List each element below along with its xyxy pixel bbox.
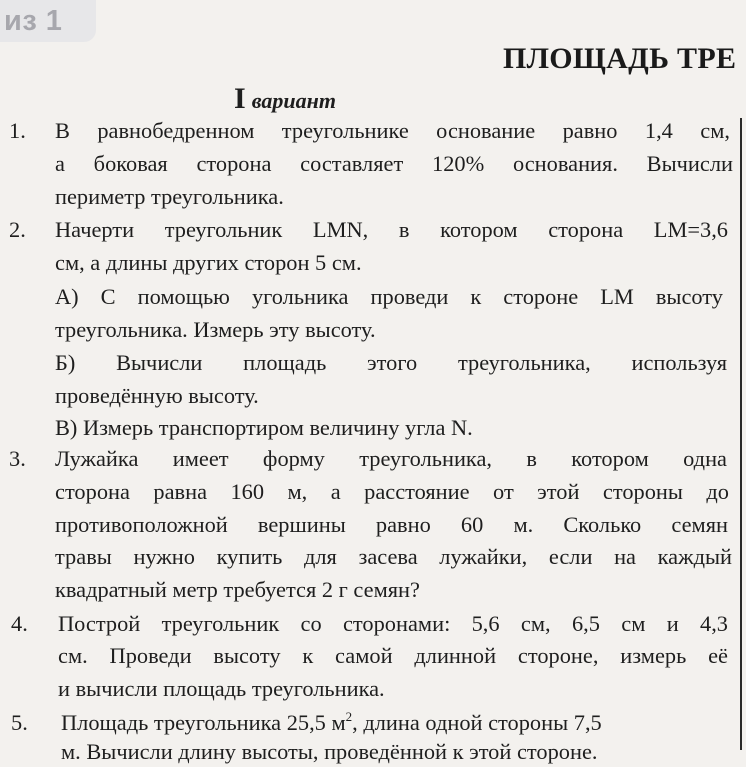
question-text-part: Площадь треугольника 25,5 м	[61, 710, 346, 735]
question-subitem-c: В) Измерь транспортиром величину угла N.	[55, 415, 473, 440]
question-line: периметр треугольника.	[55, 184, 284, 209]
question-number: 3.	[9, 446, 26, 471]
question-line: проведённую высоту.	[55, 383, 259, 408]
variant-word: вариант	[251, 88, 336, 113]
page-counter-badge	[0, 0, 96, 42]
question-line: травы нужно купить для засева лужайки, если на каждый	[55, 544, 732, 569]
question-line: В равнобедренном треугольнике основание равно 1,4 см,	[55, 118, 730, 143]
question-line: Начерти треугольник LMN, в котором сторона LM=3,6	[55, 217, 728, 242]
question-number: 1.	[9, 118, 26, 143]
question-subitem-b: Б) Вычисли площадь этого треугольника, используя	[55, 350, 727, 375]
question-number: 2.	[9, 217, 26, 242]
question-line: сторона равна 160 м, а расстояние от этой стороны до	[55, 479, 729, 504]
variant-number: I	[234, 82, 246, 115]
question-line: квадратный метр требуется 2 г семян?	[55, 577, 420, 602]
question-text-part: , длина одной стороны 7,5	[352, 710, 602, 735]
question-number: 5.	[11, 710, 28, 735]
page-counter-label: из 1	[4, 4, 63, 37]
question-line: см, а длины других сторон 5 см.	[55, 250, 362, 275]
question-line: Лужайка имеет форму треугольника, в котором одна	[55, 446, 727, 471]
question-line: противоположной вершины равно 60 м. Сколько семян	[55, 512, 728, 537]
variant-heading	[234, 82, 336, 116]
question-number: 4.	[11, 611, 28, 636]
question-line: а боковая сторона составляет 120% основания. Вычисли	[55, 151, 733, 176]
question-line: и вычисли площадь треугольника.	[58, 676, 385, 701]
question-line: м. Вычисли длину высоты, проведённой к этой стороне.	[61, 739, 598, 764]
question-line: Построй треугольник со сторонами: 5,6 см, 6,5 см и 4,3	[58, 611, 728, 636]
margin-rule	[740, 118, 742, 750]
unit-exponent: 2	[345, 709, 353, 724]
question-subitem-a: А) С помощью угольника проведи к стороне LM высоту	[55, 284, 723, 309]
question-line: см. Проведи высоту к самой длинной стороне, измерь её	[58, 643, 728, 668]
question-line	[61, 708, 729, 738]
question-text	[61, 708, 602, 738]
question-line: треугольника. Измерь эту высоту.	[55, 317, 376, 342]
page-title: ПЛОЩАДЬ ТРЕ	[503, 42, 737, 75]
